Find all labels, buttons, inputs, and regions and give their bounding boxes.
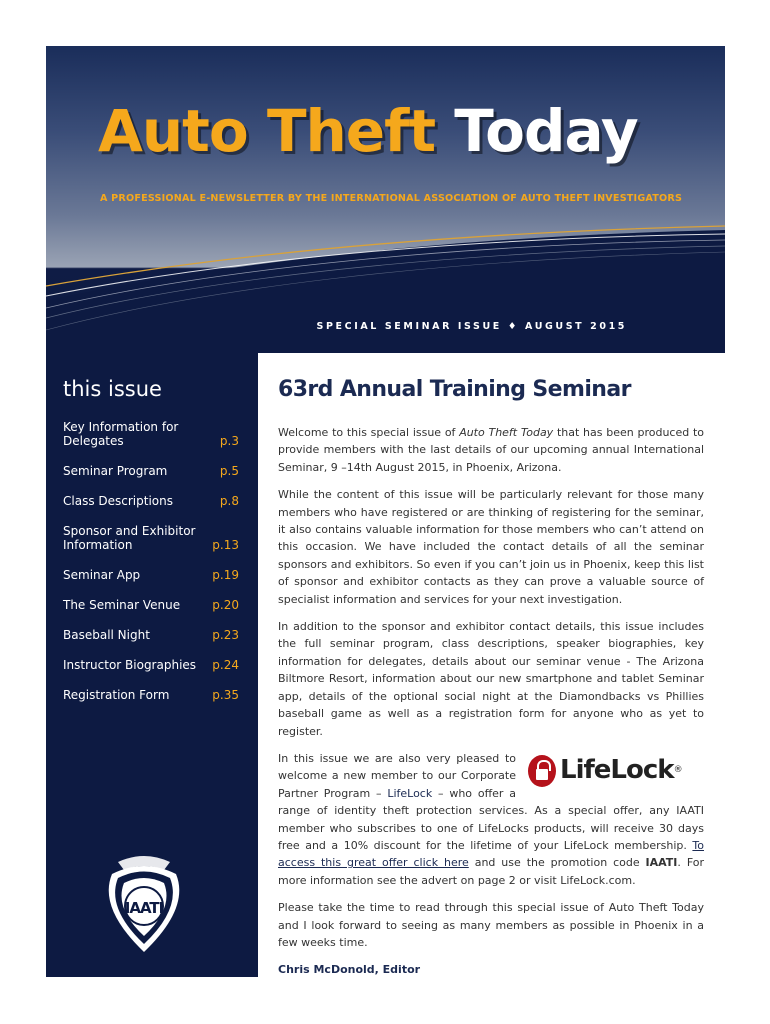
article-paragraph-3: In addition to the sponsor and exhibitor contact details, this issue includes the full seminar program, class descriptions, speaker biographies, key information for delegates, details about our seminar venue - The Arizona Biltmore Resort, information about our new smartphone and tablet Seminar app, details of the optional social night at the Diamondbacks vs Phillies baseball game as well as a registration form for anyone who as yet to register. [278, 620, 704, 738]
toc-item-page: p.3 [219, 434, 239, 448]
masthead-title-part1: Auto Theft [98, 97, 436, 165]
toc-item-sponsor-exhibitor[interactable] [63, 524, 239, 552]
article-paragraph-4 [278, 750, 704, 889]
issue-separator-icon: ♦ [507, 321, 520, 332]
issue-date: AUGUST 2015 [525, 321, 627, 332]
toc-item-key-information[interactable] [63, 420, 239, 448]
toc-item-label: Registration Form [63, 688, 170, 702]
toc-item-seminar-app[interactable] [63, 568, 239, 582]
toc-item-label: Instructor Biographies [63, 658, 197, 672]
p4-text: In this issue we are also very pleased to welcome a new member to our Corporate Partner Program – [278, 751, 516, 800]
p4-text-mid: – who offer a range of identity theft protection services. As a special offer, any IAATI member who subscribes to one of LifeLocks products, will receive 30 days free and a 10% discount for the lifetime of your LifeLock membership. [278, 786, 704, 852]
toc-item-page: p.19 [212, 568, 239, 582]
lifelock-link[interactable]: LifeLock [387, 786, 433, 800]
offer-link[interactable]: To access this great offer click here [278, 838, 704, 870]
iaati-badge-text: IAATI [124, 899, 164, 917]
editor-signature: Chris McDonold, Editor [278, 963, 421, 977]
masthead-title-part2: Today [454, 97, 638, 165]
article-paragraph-5: Please take the time to read through this special issue of Auto Theft Today and I look forward to seeing as many members as possible in Phoenix in a few weeks time. [278, 901, 704, 949]
masthead-subtitle: A PROFESSIONAL E-NEWSLETTER BY THE INTERNATIONAL ASSOCIATION OF AUTO THEFT INVESTIGATORS [100, 193, 683, 204]
toc-item-page: p.20 [212, 598, 239, 612]
lifelock-logo [528, 752, 704, 790]
issue-line [317, 321, 627, 332]
lifelock-logo-text: LifeLock [560, 755, 674, 786]
p1-text-end: that has been produced to provide members with the last details of our upcoming annual International Seminar, 9 –14th August 2015, in Phoenix, Arizona. [278, 426, 705, 474]
toc-item-seminar-program[interactable] [63, 464, 239, 478]
toc-item-label: Seminar App [63, 568, 141, 582]
lock-icon [528, 755, 556, 787]
toc-item-label: Baseball Night [63, 628, 150, 642]
toc-item-page: p.35 [212, 688, 239, 702]
sidebar [46, 353, 258, 977]
promo-code: IAATI [645, 856, 678, 870]
newsletter-page [46, 46, 725, 977]
masthead [46, 46, 725, 353]
p1-text: Welcome to this special issue of [278, 426, 460, 439]
toc-item-label: The Seminar Venue [63, 598, 181, 612]
iaati-badge-logo [98, 848, 190, 958]
p4-text-end: . For more information see the advert on page 2 or visit LifeLock.com. [278, 856, 705, 887]
toc-item-instructor-biographies[interactable] [63, 658, 239, 672]
toc-item-label: Seminar Program [63, 464, 168, 478]
p4-text-code: and use the promotion code [468, 856, 646, 870]
toc-item-page: p.13 [212, 538, 239, 552]
article-title: 63rd Annual Training Seminar [278, 377, 631, 402]
p1-publication-name: Auto Theft Today [459, 426, 554, 439]
article-body [278, 424, 704, 979]
toc-item-label: Class Descriptions [63, 494, 173, 508]
sidebar-title: this issue [63, 377, 162, 401]
issue-label: SPECIAL SEMINAR ISSUE [316, 321, 502, 332]
toc-item-label: Key Information for Delegates [63, 420, 179, 448]
table-of-contents [63, 420, 239, 718]
toc-item-page: p.23 [212, 628, 239, 642]
toc-item-class-descriptions[interactable] [63, 494, 239, 508]
masthead-title [98, 97, 638, 165]
toc-item-baseball-night[interactable] [63, 628, 239, 642]
toc-item-label: Sponsor and Exhibitor Information [63, 524, 196, 552]
main-article [278, 353, 704, 989]
toc-item-page: p.24 [212, 658, 239, 672]
toc-item-registration-form[interactable] [63, 688, 239, 702]
article-paragraph-2: While the content of this issue will be particularly relevant for those many members who have registered or are thinking of registering for the seminar, it also contains valuable information for those members who can’t attend on this occasion. We have included the contact details of all the seminar sponsors and exhibitors. So even if you can’t join us in Phoenix, keep this list of sponsor and exhibitor contacts as they can prove a valuable source of specialist information and services for your next investigation. [278, 488, 704, 606]
toc-item-page: p.5 [219, 464, 239, 478]
article-paragraph-1 [278, 424, 704, 476]
lifelock-registered-mark: ® [673, 765, 683, 776]
toc-item-seminar-venue[interactable] [63, 598, 239, 612]
toc-item-page: p.8 [219, 494, 239, 508]
